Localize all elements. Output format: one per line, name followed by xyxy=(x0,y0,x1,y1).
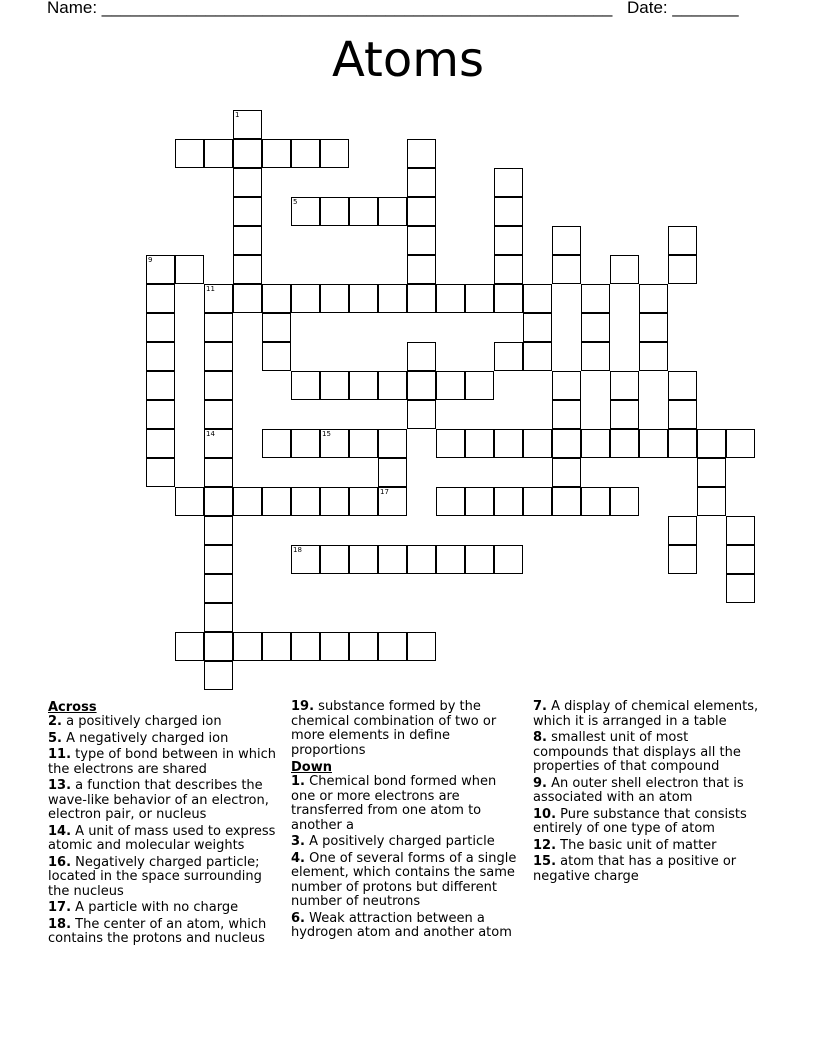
crossword-cell[interactable] xyxy=(639,342,668,371)
clue-down-9: 9. An outer shell electron that is associated with an atom xyxy=(533,775,744,805)
crossword-cell[interactable] xyxy=(262,632,291,661)
clue-down-12: 12. The basic unit of matter xyxy=(533,837,717,853)
crossword-cell[interactable] xyxy=(262,429,291,458)
clue-down-3: 3. A positively charged particle xyxy=(291,834,495,849)
crossword-cell[interactable] xyxy=(204,400,233,429)
crossword-cell[interactable] xyxy=(204,487,233,516)
crossword-cell[interactable] xyxy=(291,371,320,400)
clue-across-18: 18. The center of an atom, which contains the protons and nucleus xyxy=(48,916,267,946)
crossword-cell[interactable] xyxy=(668,371,697,400)
crossword-cell[interactable] xyxy=(523,284,552,313)
crossword-cell[interactable] xyxy=(436,487,465,516)
crossword-cell[interactable] xyxy=(378,371,407,400)
crossword-cell[interactable] xyxy=(668,429,697,458)
crossword-cell[interactable] xyxy=(262,139,291,168)
crossword-cell[interactable] xyxy=(407,255,436,284)
crossword-cell[interactable] xyxy=(494,342,523,371)
crossword-cell[interactable] xyxy=(233,197,262,226)
crossword-cell[interactable] xyxy=(146,371,175,400)
crossword-cell[interactable] xyxy=(436,545,465,574)
crossword-cell[interactable] xyxy=(610,400,639,429)
crossword-cell[interactable] xyxy=(291,139,320,168)
crossword-cell[interactable] xyxy=(697,458,726,487)
crossword-cell[interactable] xyxy=(378,458,407,487)
clue-across-2: 2. a positively charged ion xyxy=(48,714,222,729)
crossword-cell[interactable] xyxy=(668,545,697,574)
crossword-cell[interactable] xyxy=(465,284,494,313)
crossword-cell[interactable] xyxy=(320,197,349,226)
crossword-cell[interactable] xyxy=(552,458,581,487)
crossword-cell[interactable] xyxy=(407,371,436,400)
crossword-cell[interactable] xyxy=(204,371,233,400)
crossword-cell[interactable] xyxy=(291,487,320,516)
clue-across-5: 5. A negatively charged ion xyxy=(48,730,229,746)
crossword-cell[interactable] xyxy=(494,487,523,516)
crossword-cell[interactable] xyxy=(204,284,233,313)
crossword-cell[interactable] xyxy=(233,110,262,139)
clue-across-17: 17. A particle with no charge xyxy=(48,900,239,915)
crossword-cell[interactable] xyxy=(494,255,523,284)
crossword-cell[interactable] xyxy=(233,226,262,255)
crossword-cell[interactable] xyxy=(146,255,175,284)
clue-down-6: 6. Weak attraction between a hydrogen atom and another atom xyxy=(291,910,512,940)
crossword-cell[interactable] xyxy=(494,284,523,313)
crossword-cell[interactable] xyxy=(204,342,233,371)
crossword-cell[interactable] xyxy=(262,284,291,313)
clue-down-7: 7. A display of chemical elements, which it is arranged in a table xyxy=(533,699,759,729)
crossword-cell[interactable] xyxy=(291,284,320,313)
crossword-cell[interactable] xyxy=(146,342,175,371)
crossword-cell[interactable] xyxy=(320,545,349,574)
crossword-cell[interactable] xyxy=(204,603,233,632)
crossword-cell[interactable] xyxy=(204,516,233,545)
crossword-cell[interactable] xyxy=(407,545,436,574)
clue-down-10: 10. Pure substance that consists entirely of one type of atom xyxy=(533,806,747,836)
crossword-cell[interactable] xyxy=(349,487,378,516)
crossword-cell[interactable] xyxy=(204,313,233,342)
crossword-cell[interactable] xyxy=(378,197,407,226)
crossword-cell[interactable] xyxy=(204,632,233,661)
crossword-cell[interactable] xyxy=(146,429,175,458)
name-field-label[interactable]: Name: ______________________________________________________ xyxy=(47,0,613,17)
crossword-cell[interactable] xyxy=(610,429,639,458)
crossword-cell[interactable] xyxy=(407,168,436,197)
clue-number: 14 xyxy=(206,430,215,438)
page-title: Atoms xyxy=(332,32,484,88)
crossword-cell[interactable] xyxy=(581,429,610,458)
crossword-cell[interactable] xyxy=(349,429,378,458)
crossword-cell[interactable] xyxy=(639,313,668,342)
crossword-cell[interactable] xyxy=(639,429,668,458)
crossword-cell[interactable] xyxy=(175,139,204,168)
crossword-cell[interactable] xyxy=(581,342,610,371)
crossword-cell[interactable] xyxy=(146,313,175,342)
clue-across-13: 13. a function that describes the wave-like behavior of an electron, electron pair, or nucleus xyxy=(48,778,269,822)
crossword-cell[interactable] xyxy=(523,429,552,458)
crossword-cell[interactable] xyxy=(291,197,320,226)
crossword-cell[interactable] xyxy=(465,371,494,400)
crossword-cell[interactable] xyxy=(697,429,726,458)
crossword-cell[interactable] xyxy=(465,429,494,458)
across-heading: Across xyxy=(48,700,97,715)
crossword-cell[interactable] xyxy=(204,429,233,458)
clue-column-2 xyxy=(291,700,523,943)
crossword-cell[interactable] xyxy=(494,429,523,458)
clue-across-11: 11. type of bond between in which the electrons are shared xyxy=(48,747,277,777)
clue-down-1: 1. Chemical bond formed when one or more electrons are transferred from one atom to another a xyxy=(291,774,497,833)
crossword-cell[interactable] xyxy=(175,487,204,516)
crossword-cell[interactable] xyxy=(436,429,465,458)
clue-column-1 xyxy=(48,700,280,949)
crossword-cell[interactable] xyxy=(320,632,349,661)
crossword-cell[interactable] xyxy=(494,226,523,255)
crossword-cell[interactable] xyxy=(320,371,349,400)
crossword-cell[interactable] xyxy=(349,371,378,400)
crossword-cell[interactable] xyxy=(494,197,523,226)
crossword-cell[interactable] xyxy=(378,429,407,458)
clue-across-14: 14. A unit of mass used to express atomic and molecular weights xyxy=(48,823,276,853)
clue-number: 5 xyxy=(293,198,298,206)
crossword-cell[interactable] xyxy=(349,197,378,226)
crossword-cell[interactable] xyxy=(523,342,552,371)
crossword-cell[interactable] xyxy=(378,632,407,661)
crossword-cell[interactable] xyxy=(320,429,349,458)
crossword-cell[interactable] xyxy=(349,632,378,661)
crossword-cell[interactable] xyxy=(233,487,262,516)
clue-across-19: 19. substance formed by the chemical combination of two or more elements in define proportions xyxy=(291,699,497,758)
crossword-cell[interactable] xyxy=(175,632,204,661)
crossword-cell[interactable] xyxy=(204,661,233,690)
crossword-cell[interactable] xyxy=(407,632,436,661)
crossword-cell[interactable] xyxy=(320,487,349,516)
crossword-cell[interactable] xyxy=(726,545,755,574)
crossword-cell[interactable] xyxy=(668,400,697,429)
crossword-cell[interactable] xyxy=(552,371,581,400)
clue-number: 17 xyxy=(380,488,389,496)
down-heading: Down xyxy=(291,760,332,775)
crossword-cell[interactable] xyxy=(378,284,407,313)
crossword-cell[interactable] xyxy=(320,139,349,168)
crossword-cell[interactable] xyxy=(233,255,262,284)
clue-down-4: 4. One of several forms of a single element, which contains the same number of protons but different number of neutrons xyxy=(291,850,517,909)
crossword-cell[interactable] xyxy=(378,545,407,574)
crossword-cell[interactable] xyxy=(668,516,697,545)
crossword-cell[interactable] xyxy=(233,168,262,197)
crossword-cell[interactable] xyxy=(639,284,668,313)
clue-column-3 xyxy=(533,700,765,886)
clue-number: 1 xyxy=(235,111,240,119)
crossword-cell[interactable] xyxy=(436,284,465,313)
crossword-cell[interactable] xyxy=(523,313,552,342)
crossword-cell[interactable] xyxy=(291,429,320,458)
crossword-cell[interactable] xyxy=(407,284,436,313)
clue-down-15: 15. atom that has a positive or negative charge xyxy=(533,854,737,884)
crossword-cell[interactable] xyxy=(697,487,726,516)
crossword-cell[interactable] xyxy=(291,632,320,661)
crossword-cell[interactable] xyxy=(262,342,291,371)
crossword-cell[interactable] xyxy=(407,139,436,168)
crossword-cell[interactable] xyxy=(204,139,233,168)
crossword-cell[interactable] xyxy=(407,197,436,226)
clue-number: 9 xyxy=(148,256,153,264)
crossword-cell[interactable] xyxy=(291,545,320,574)
clue-across-16: 16. Negatively charged particle; located in the space surrounding the nucleus xyxy=(48,854,262,899)
crossword-cell[interactable] xyxy=(668,226,697,255)
crossword-cell[interactable] xyxy=(262,313,291,342)
crossword-cell[interactable] xyxy=(407,342,436,371)
crossword-cell[interactable] xyxy=(610,255,639,284)
crossword-cell[interactable] xyxy=(581,284,610,313)
crossword-cell[interactable] xyxy=(407,400,436,429)
crossword-cell[interactable] xyxy=(494,168,523,197)
crossword-cell[interactable] xyxy=(465,545,494,574)
crossword-cell[interactable] xyxy=(407,226,436,255)
crossword-cell[interactable] xyxy=(204,458,233,487)
date-field-label[interactable]: Date: _______ xyxy=(627,0,739,17)
crossword-cell[interactable] xyxy=(349,545,378,574)
crossword-cell[interactable] xyxy=(146,284,175,313)
crossword-cell[interactable] xyxy=(726,429,755,458)
crossword-cell[interactable] xyxy=(726,516,755,545)
crossword-cell[interactable] xyxy=(146,458,175,487)
crossword-cell[interactable] xyxy=(581,313,610,342)
crossword-cell[interactable] xyxy=(552,226,581,255)
crossword-cell[interactable] xyxy=(204,545,233,574)
crossword-cell[interactable] xyxy=(465,487,494,516)
clue-number: 18 xyxy=(293,546,302,554)
crossword-cell[interactable] xyxy=(233,632,262,661)
crossword-cell[interactable] xyxy=(320,284,349,313)
crossword-cell[interactable] xyxy=(668,255,697,284)
crossword-cell[interactable] xyxy=(581,487,610,516)
crossword-cell[interactable] xyxy=(378,487,407,516)
crossword-cell[interactable] xyxy=(436,371,465,400)
crossword-cell[interactable] xyxy=(610,371,639,400)
clue-number: 15 xyxy=(322,430,331,438)
crossword-cell[interactable] xyxy=(552,487,581,516)
crossword-cell[interactable] xyxy=(523,487,552,516)
clue-number: 11 xyxy=(206,285,215,293)
crossword-cell[interactable] xyxy=(552,255,581,284)
clue-down-8: 8. smallest unit of most compounds that displays all the properties of that compound xyxy=(533,730,741,774)
crossword-cell[interactable] xyxy=(175,255,204,284)
crossword-cell[interactable] xyxy=(552,400,581,429)
crossword-cell[interactable] xyxy=(262,487,291,516)
crossword-cell[interactable] xyxy=(233,139,262,168)
crossword-cell[interactable] xyxy=(146,400,175,429)
crossword-cell[interactable] xyxy=(349,284,378,313)
crossword-cell[interactable] xyxy=(233,284,262,313)
crossword-cell[interactable] xyxy=(610,487,639,516)
crossword-cell[interactable] xyxy=(726,574,755,603)
crossword-cell[interactable] xyxy=(494,545,523,574)
crossword-cell[interactable] xyxy=(552,429,581,458)
crossword-cell[interactable] xyxy=(204,574,233,603)
